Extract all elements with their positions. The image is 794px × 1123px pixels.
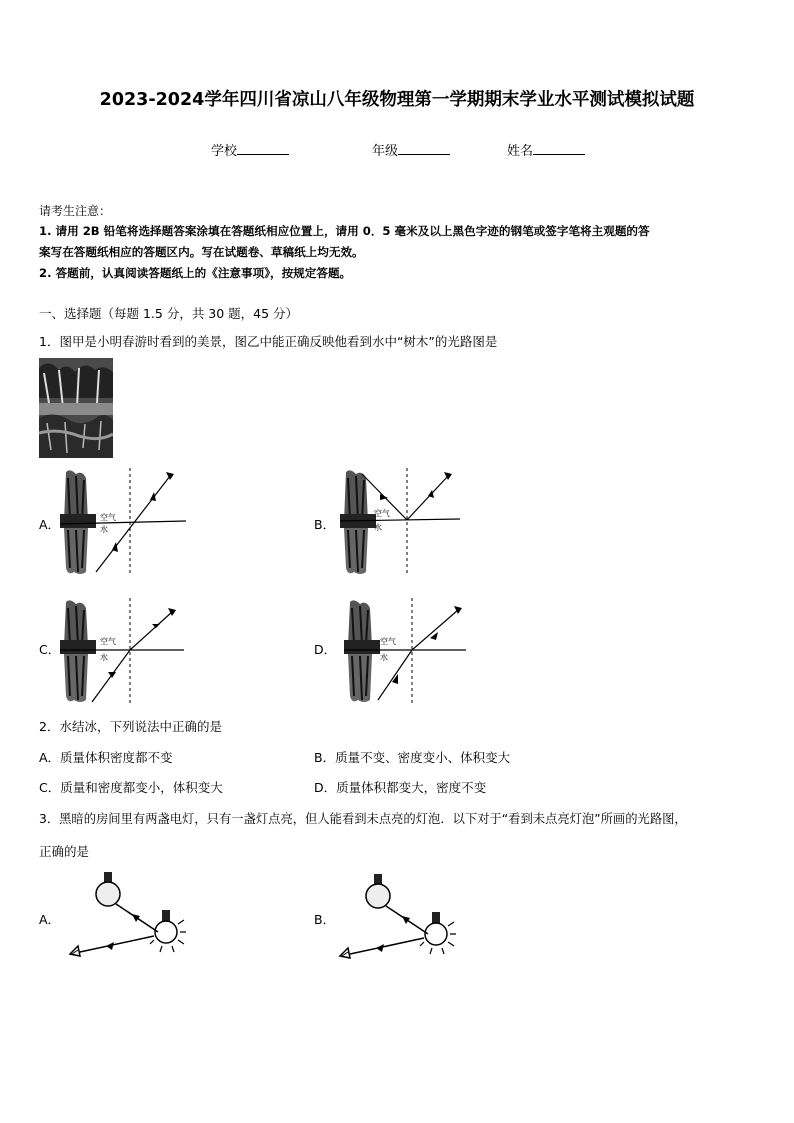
name-blank[interactable] [533,142,585,155]
ray-to-eye [80,936,154,952]
section-heading: 一、选择题（每题 1.5 分，共 30 题，45 分） [39,306,299,321]
q2-option-c[interactable]: C．质量和密度都变小，体积变大 [39,780,223,795]
notice-line-1a: 1. 请用 2B 铅笔将选择题答案涂填在答题纸相应位置上，请用 0．5 毫米及以上黑色字迹的钢笔或签字笔将主观题的答 [39,224,650,238]
q1-option-a[interactable]: A． [39,517,61,532]
q3-stem-line-2: 正确的是 [39,844,90,859]
q3-option-a[interactable]: A． [39,912,61,927]
notice-line-2: 2. 答题前，认真阅读答题纸上的《注意事项》，按规定答题。 [39,266,352,280]
school-blank[interactable] [237,142,289,155]
notice-line-1b: 案写在答题纸相应的答题区内。写在试题卷、草稿纸上均无效。 [39,245,364,259]
grade-label: 年级 [372,144,399,159]
name-label: 姓名 [507,144,534,159]
air-label: 空气 [380,637,396,646]
unlit-bulb-icon [366,874,390,908]
q1-option-d[interactable]: D． [314,642,337,657]
school-field[interactable] [211,140,289,159]
q2-stem: 2．水结冰，下列说法中正确的是 [39,719,222,734]
tree-image [60,600,96,702]
light-ray [96,476,170,572]
water-label: 水 [100,525,108,534]
q1-scenery-photo [39,358,113,458]
ray-to-eye [350,938,424,954]
reflected-ray [407,476,448,520]
q3-diagram-a [66,870,196,960]
grade-field[interactable] [372,140,450,159]
grade-blank[interactable] [398,142,450,155]
q3-diagram-b [336,872,466,962]
q3-option-b[interactable]: B． [314,912,336,927]
unlit-bulb-icon [96,872,120,906]
q1-diagram-b [340,468,470,576]
q1-diagram-d [344,598,474,706]
school-label: 学校 [211,144,238,159]
water-label: 水 [374,523,382,532]
q1-diagram-c [60,598,190,706]
water-label: 水 [100,653,108,662]
air-label: 空气 [374,509,390,518]
tree-image [344,600,380,702]
q3-stem-line-1: 3．黑暗的房间里有两盏电灯，只有一盏灯点亮，但人能看到未点亮的灯泡．以下对于“看到未点亮灯泡”所画的光路图， [39,812,687,826]
name-field[interactable] [507,140,585,159]
air-label: 空气 [100,637,116,646]
tree-image [60,470,96,574]
refracted-ray [130,612,172,650]
page-title: 2023-2024学年四川省凉山八年级物理第一学期期末学业水平测试模拟试题 [99,90,695,110]
q1-option-b[interactable]: B． [314,517,336,532]
air-label: 空气 [100,513,116,522]
q1-diagram-a [60,468,190,576]
water-label: 水 [380,653,388,662]
q2-option-b[interactable]: B．质量不变、密度变小、体积变大 [314,750,511,765]
eye-icon [340,948,350,958]
notice-heading: 请考生注意： [39,204,112,218]
tree-image [340,470,376,574]
eye-icon [70,946,80,956]
refracted-ray [412,610,458,650]
q1-option-c[interactable]: C． [39,642,61,657]
q2-option-d[interactable]: D．质量体积都变大，密度不变 [314,780,487,795]
q2-option-a[interactable]: A．质量体积密度都不变 [39,750,173,765]
q1-stem: 1．图甲是小明春游时看到的美景，图乙中能正确反映他看到水中“树木”的光路图是 [39,334,498,349]
